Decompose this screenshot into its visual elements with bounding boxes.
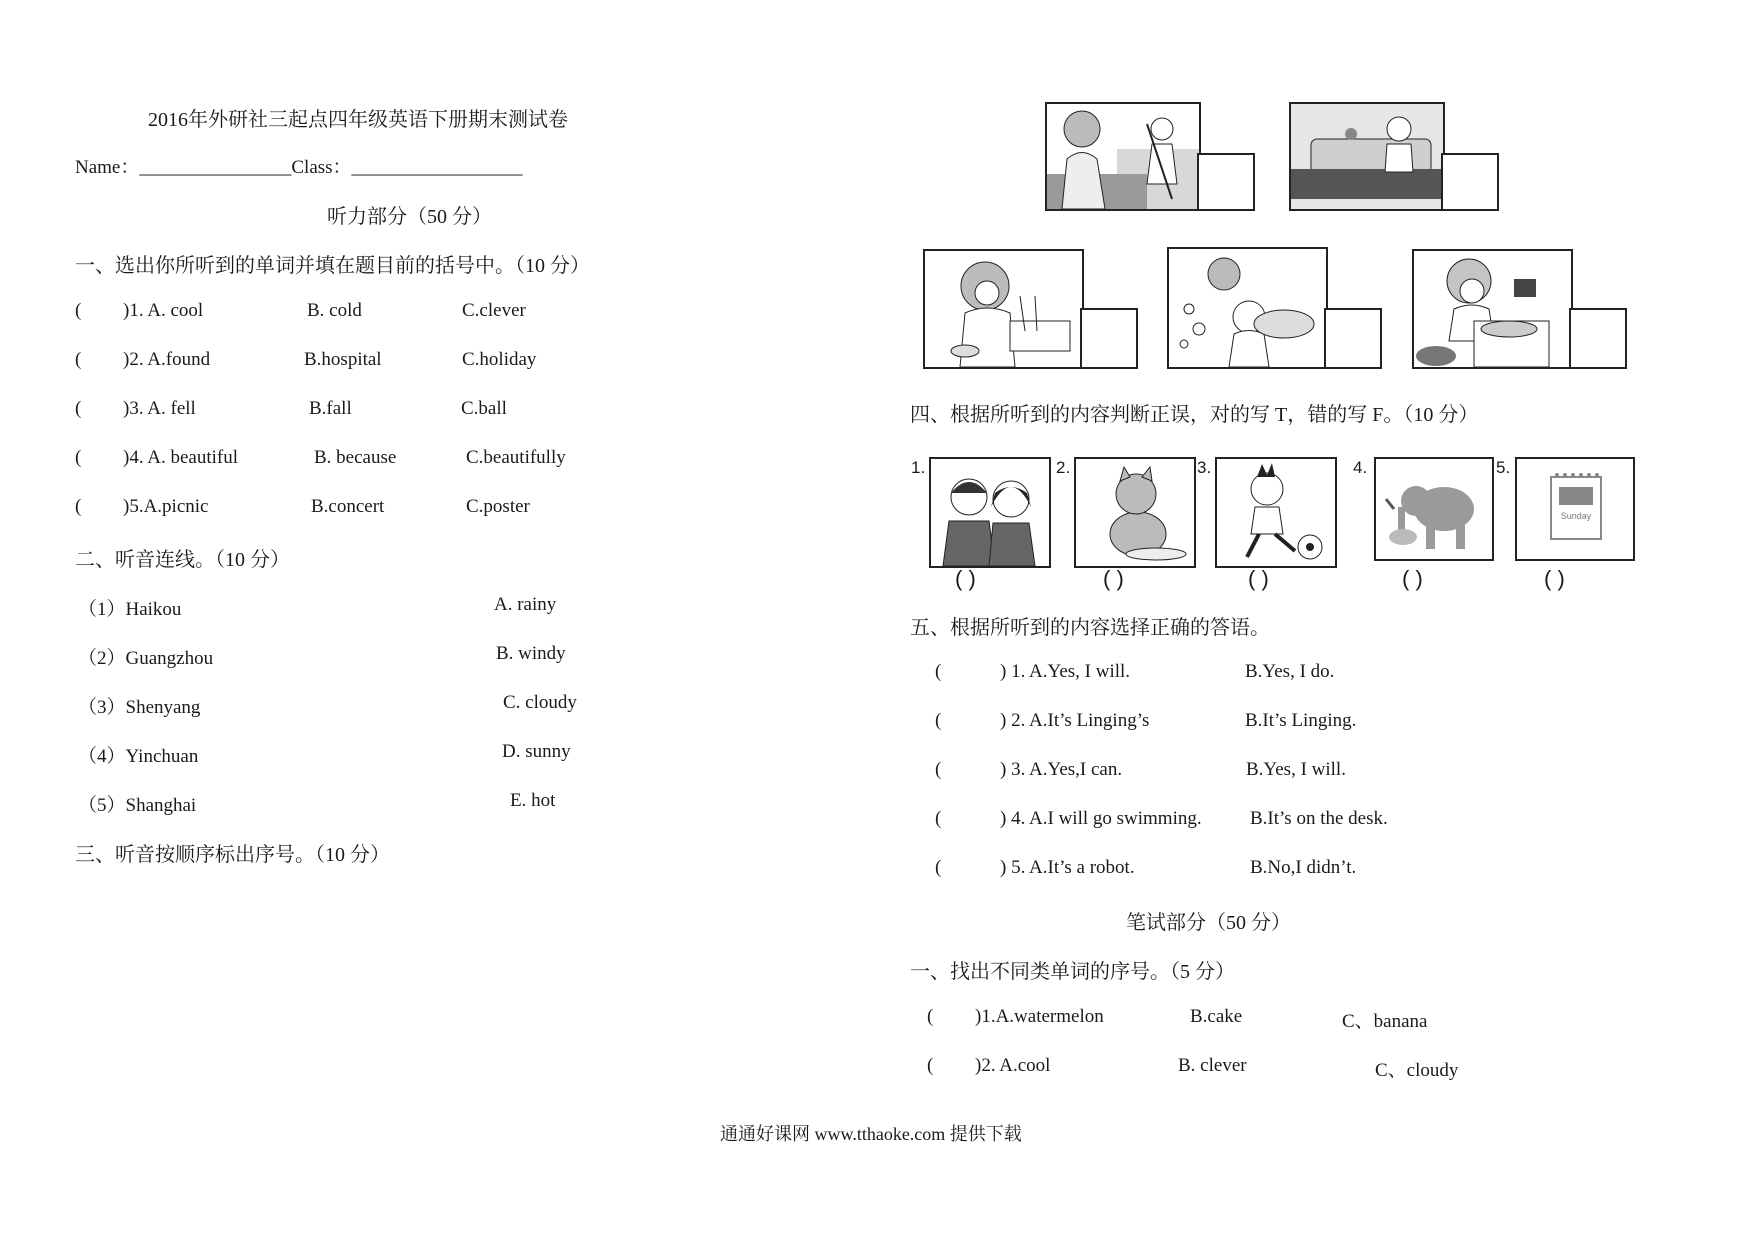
option-c: C、banana <box>1342 1011 1428 1032</box>
option-a: ) 5. A.It’s a robot. <box>1000 857 1135 878</box>
picture-number: 1. <box>911 458 926 477</box>
answer-paren[interactable]: ( <box>935 857 942 878</box>
option-b: B. cold <box>307 300 362 321</box>
option-b: B.Yes, I will. <box>1246 759 1346 780</box>
option-c: C.holiday <box>462 349 537 370</box>
answer-paren[interactable]: ( <box>927 1055 934 1076</box>
list-item[interactable]: D. sunny <box>502 741 571 762</box>
picture-mother-cleaning <box>1045 102 1201 211</box>
list-item[interactable]: （3）Shenyang <box>78 697 201 718</box>
option-b: B.Yes, I do. <box>1245 661 1335 682</box>
picture-boy-and-girl <box>929 457 1051 568</box>
picture-boy-football <box>1215 457 1337 568</box>
picture-number: 2. <box>1056 458 1071 477</box>
option-b: B.hospital <box>304 349 382 370</box>
option-c: C.poster <box>466 496 530 517</box>
written-header: 笔试部分（50 分） <box>1126 912 1291 934</box>
picture-number: 5. <box>1496 458 1511 477</box>
option-a: ) 2. A.It’s Linging’s <box>1000 710 1150 731</box>
option-a: ) 4. A.I will go swimming. <box>1000 808 1202 829</box>
answer-box[interactable] <box>1441 153 1499 211</box>
answer-paren[interactable]: ( <box>935 759 942 780</box>
answer-box[interactable] <box>1080 308 1138 369</box>
answer-paren[interactable]: ( ) <box>1248 566 1269 591</box>
option-a: )2. A.cool <box>975 1055 1051 1076</box>
option-c: C.ball <box>461 398 507 419</box>
answer-box[interactable] <box>1197 153 1255 211</box>
answer-paren[interactable]: ( <box>935 661 942 682</box>
list-item[interactable]: （4）Yinchuan <box>78 746 199 767</box>
exam-title: 2016年外研社三起点四年级英语下册期末测试卷 <box>148 109 568 131</box>
picture-boy-sofa <box>1289 102 1445 211</box>
picture-number: 3. <box>1197 458 1212 477</box>
option-b: B.No,I didn’t. <box>1250 857 1357 878</box>
option-c: C.clever <box>462 300 526 321</box>
section-5-title: 五、根据所听到的内容选择正确的答语。 <box>910 617 1270 639</box>
answer-paren[interactable]: ( ) <box>1544 566 1565 591</box>
option-b: B.It’s Linging. <box>1245 710 1357 731</box>
option-a: )4. A. beautiful <box>123 447 239 468</box>
list-item[interactable]: （2）Guangzhou <box>78 648 214 669</box>
option-a: )2. A.found <box>123 349 211 370</box>
answer-paren[interactable]: ( <box>75 349 82 370</box>
list-item[interactable]: （1）Haikou <box>78 599 182 620</box>
picture-woman-cooking <box>923 249 1084 369</box>
answer-paren[interactable]: ( ) <box>1402 566 1423 591</box>
calendar-text: Sunday <box>1560 511 1592 521</box>
option-a: )3. A. fell <box>123 398 196 419</box>
option-b: B.cake <box>1190 1006 1243 1027</box>
section-1-title: 一、选出你所听到的单词并填在题目前的括号中。（10 分） <box>75 255 590 277</box>
option-b: B. clever <box>1178 1055 1247 1076</box>
written-section-1-title: 一、找出不同类单词的序号。（5 分） <box>910 961 1235 983</box>
picture-calendar <box>1515 457 1635 561</box>
section-2-title: 二、听音连线。（10 分） <box>75 549 290 571</box>
answer-paren[interactable]: ( <box>927 1006 934 1027</box>
picture-number: 4. <box>1353 458 1368 477</box>
answer-paren[interactable]: ( <box>75 447 82 468</box>
section-4-title: 四、根据所听到的内容判断正误，对的写 T，错的写 F。（10 分） <box>910 404 1479 426</box>
option-b: B.It’s on the desk. <box>1250 808 1388 829</box>
picture-boy-washing-dishes <box>1167 247 1328 369</box>
answer-box[interactable] <box>1569 308 1627 369</box>
option-a: )5.A.picnic <box>123 496 209 517</box>
answer-box[interactable] <box>1324 308 1382 369</box>
answer-paren[interactable]: ( <box>935 710 942 731</box>
list-item[interactable]: B. windy <box>496 643 566 664</box>
option-b: B.concert <box>311 496 385 517</box>
list-item[interactable]: （5）Shanghai <box>78 795 197 816</box>
option-b: B.fall <box>309 398 352 419</box>
answer-paren[interactable]: ( <box>75 398 82 419</box>
answer-paren[interactable]: ( ) <box>1103 566 1124 591</box>
answer-paren[interactable]: ( <box>75 496 82 517</box>
picture-elephant <box>1374 457 1494 561</box>
list-item[interactable]: E. hot <box>510 790 556 811</box>
answer-paren[interactable]: ( ) <box>955 566 976 591</box>
answer-paren[interactable]: ( <box>75 300 82 321</box>
section-3-title: 三、听音按顺序标出序号。（10 分） <box>75 844 390 866</box>
picture-cat <box>1074 457 1196 568</box>
option-a: ) 3. A.Yes,I can. <box>1000 759 1123 780</box>
option-c: C.beautifully <box>466 447 566 468</box>
listening-header: 听力部分（50 分） <box>327 206 492 228</box>
option-b: B. because <box>314 447 397 468</box>
answer-paren[interactable]: ( <box>935 808 942 829</box>
option-a: )1.A.watermelon <box>975 1006 1104 1027</box>
list-item[interactable]: A. rainy <box>494 594 557 615</box>
option-a: ) 1. A.Yes, I will. <box>1000 661 1131 682</box>
footer-credit: 通通好课网 www.tthaoke.com 提供下载 <box>720 1124 1022 1144</box>
picture-girl-washing-clothes <box>1412 249 1573 369</box>
name-class-line[interactable]: Name：________________Class：__________________ <box>75 157 523 178</box>
option-a: )1. A. cool <box>123 300 204 321</box>
option-c: C、cloudy <box>1375 1060 1459 1081</box>
list-item[interactable]: C. cloudy <box>503 692 577 713</box>
